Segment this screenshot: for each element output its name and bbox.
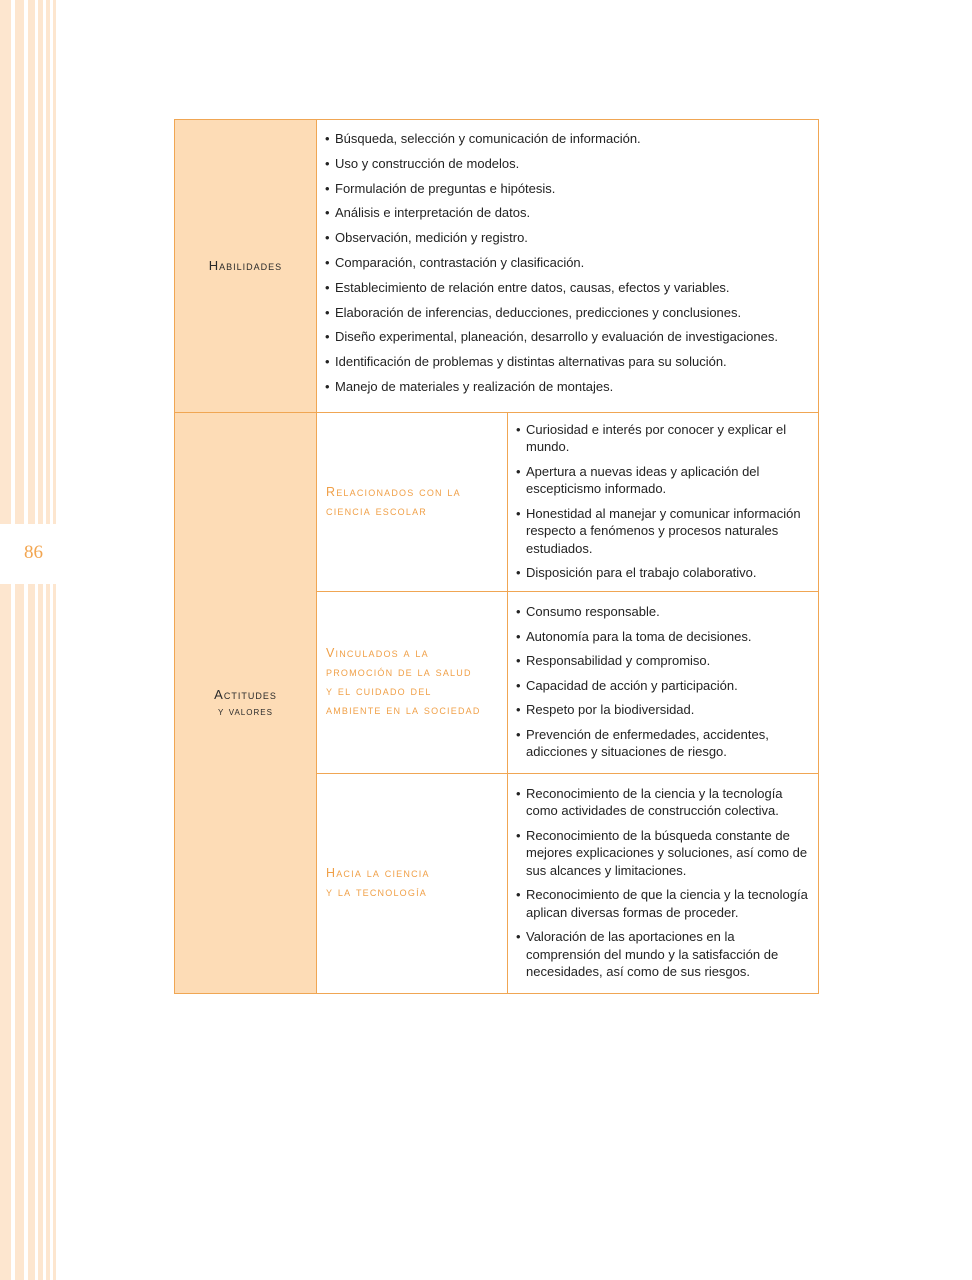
list-item: • Responsabilidad y compromiso. xyxy=(516,652,812,670)
salud-ambiente-list-cell xyxy=(508,591,819,773)
list-item: • Honestidad al manejar y comunicar información respecto a fenómenos y procesos naturales estudiados. xyxy=(516,505,812,558)
margin-stripe xyxy=(46,0,50,1280)
habilidades-list xyxy=(325,130,810,395)
ciencia-escolar-list-cell xyxy=(508,412,819,591)
page-number: 86 xyxy=(24,542,43,563)
margin-stripe xyxy=(0,0,11,1280)
margin-stripe xyxy=(28,0,35,1280)
subcategory-label-line: ambiente en la sociedad xyxy=(326,703,481,718)
list-item: • Reconocimiento de la ciencia y la tecnología como actividades de construcción colectiva. xyxy=(516,785,812,820)
habilidades-row xyxy=(175,120,819,413)
list-item: • Reconocimiento de que la ciencia y la tecnología aplican diversas formas de proceder. xyxy=(516,886,812,921)
list-item: • Autonomía para la toma de decisiones. xyxy=(516,628,812,646)
subcategory-label-line: Relacionados con la xyxy=(326,484,461,499)
list-item: • Análisis e interpretación de datos. xyxy=(325,204,810,222)
ciencia-escolar-list xyxy=(516,421,812,582)
list-item: • Observación, medición y registro. xyxy=(325,229,810,247)
list-item: • Consumo responsable. xyxy=(516,603,812,621)
category-label-line: Actitudes xyxy=(214,686,277,702)
list-item: • Disposición para el trabajo colaborativo. xyxy=(516,564,812,582)
list-item: • Apertura a nuevas ideas y aplicación del escepticismo informado. xyxy=(516,463,812,498)
category-habilidades xyxy=(175,120,317,413)
list-item: • Identificación de problemas y distintas alternativas para su solución. xyxy=(325,353,810,371)
margin-stripe xyxy=(15,0,24,1280)
subcategory-label-line: Vinculados a la xyxy=(326,646,429,661)
list-item: • Manejo de materiales y realización de montajes. xyxy=(325,378,810,396)
margin-stripe xyxy=(38,0,43,1280)
subcategory-label-line: Hacia la ciencia xyxy=(326,866,430,881)
decorative-margin-stripes xyxy=(0,0,60,1280)
subcategory-ciencia-escolar xyxy=(317,412,508,591)
salud-ambiente-list xyxy=(516,603,812,761)
curriculum-table xyxy=(174,119,819,994)
category-label: Habilidades xyxy=(208,257,283,273)
list-item: • Curiosidad e interés por conocer y explicar el mundo. xyxy=(516,421,812,456)
list-item: • Capacidad de acción y participación. xyxy=(516,677,812,695)
ciencia-tecnologia-list xyxy=(516,785,812,981)
list-item: • Búsqueda, selección y comunicación de información. xyxy=(325,130,810,148)
margin-stripe xyxy=(53,0,56,1280)
list-item: • Respeto por la biodiversidad. xyxy=(516,701,812,719)
list-item: • Reconocimiento de la búsqueda constante de mejores explicaciones y soluciones, así como de sus alcances y limitaciones. xyxy=(516,827,812,880)
subcategory-label-line: y el cuidado del xyxy=(326,684,432,699)
category-label-line: y valores xyxy=(218,703,273,718)
list-item: • Formulación de preguntas e hipótesis. xyxy=(325,180,810,198)
subcategory-salud-ambiente xyxy=(317,591,508,773)
list-item: • Valoración de las aportaciones en la comprensión del mundo y la satisfacción de necesidades, así como de sus riesgos. xyxy=(516,928,812,981)
category-label xyxy=(214,687,277,719)
subcategory-label-line: ciencia escolar xyxy=(326,503,427,518)
list-item: • Comparación, contrastación y clasificación. xyxy=(325,254,810,272)
habilidades-list-cell xyxy=(317,120,819,413)
list-item: • Prevención de enfermedades, accidentes, adicciones y situaciones de riesgo. xyxy=(516,726,812,761)
list-item: • Establecimiento de relación entre datos, causas, efectos y variables. xyxy=(325,279,810,297)
list-item: • Uso y construcción de modelos. xyxy=(325,155,810,173)
ciencia-tecnologia-list-cell xyxy=(508,773,819,993)
subcategory-label-line: y la tecnología xyxy=(326,885,427,900)
list-item: • Elaboración de inferencias, deducciones, predicciones y conclusiones. xyxy=(325,304,810,322)
subcategory-ciencia-tecnologia xyxy=(317,773,508,993)
category-actitudes xyxy=(175,412,317,993)
actitudes-row-ciencia-escolar xyxy=(175,412,819,591)
list-item: • Diseño experimental, planeación, desarrollo y evaluación de investigaciones. xyxy=(325,328,810,346)
subcategory-label-line: promoción de la salud xyxy=(326,665,472,680)
